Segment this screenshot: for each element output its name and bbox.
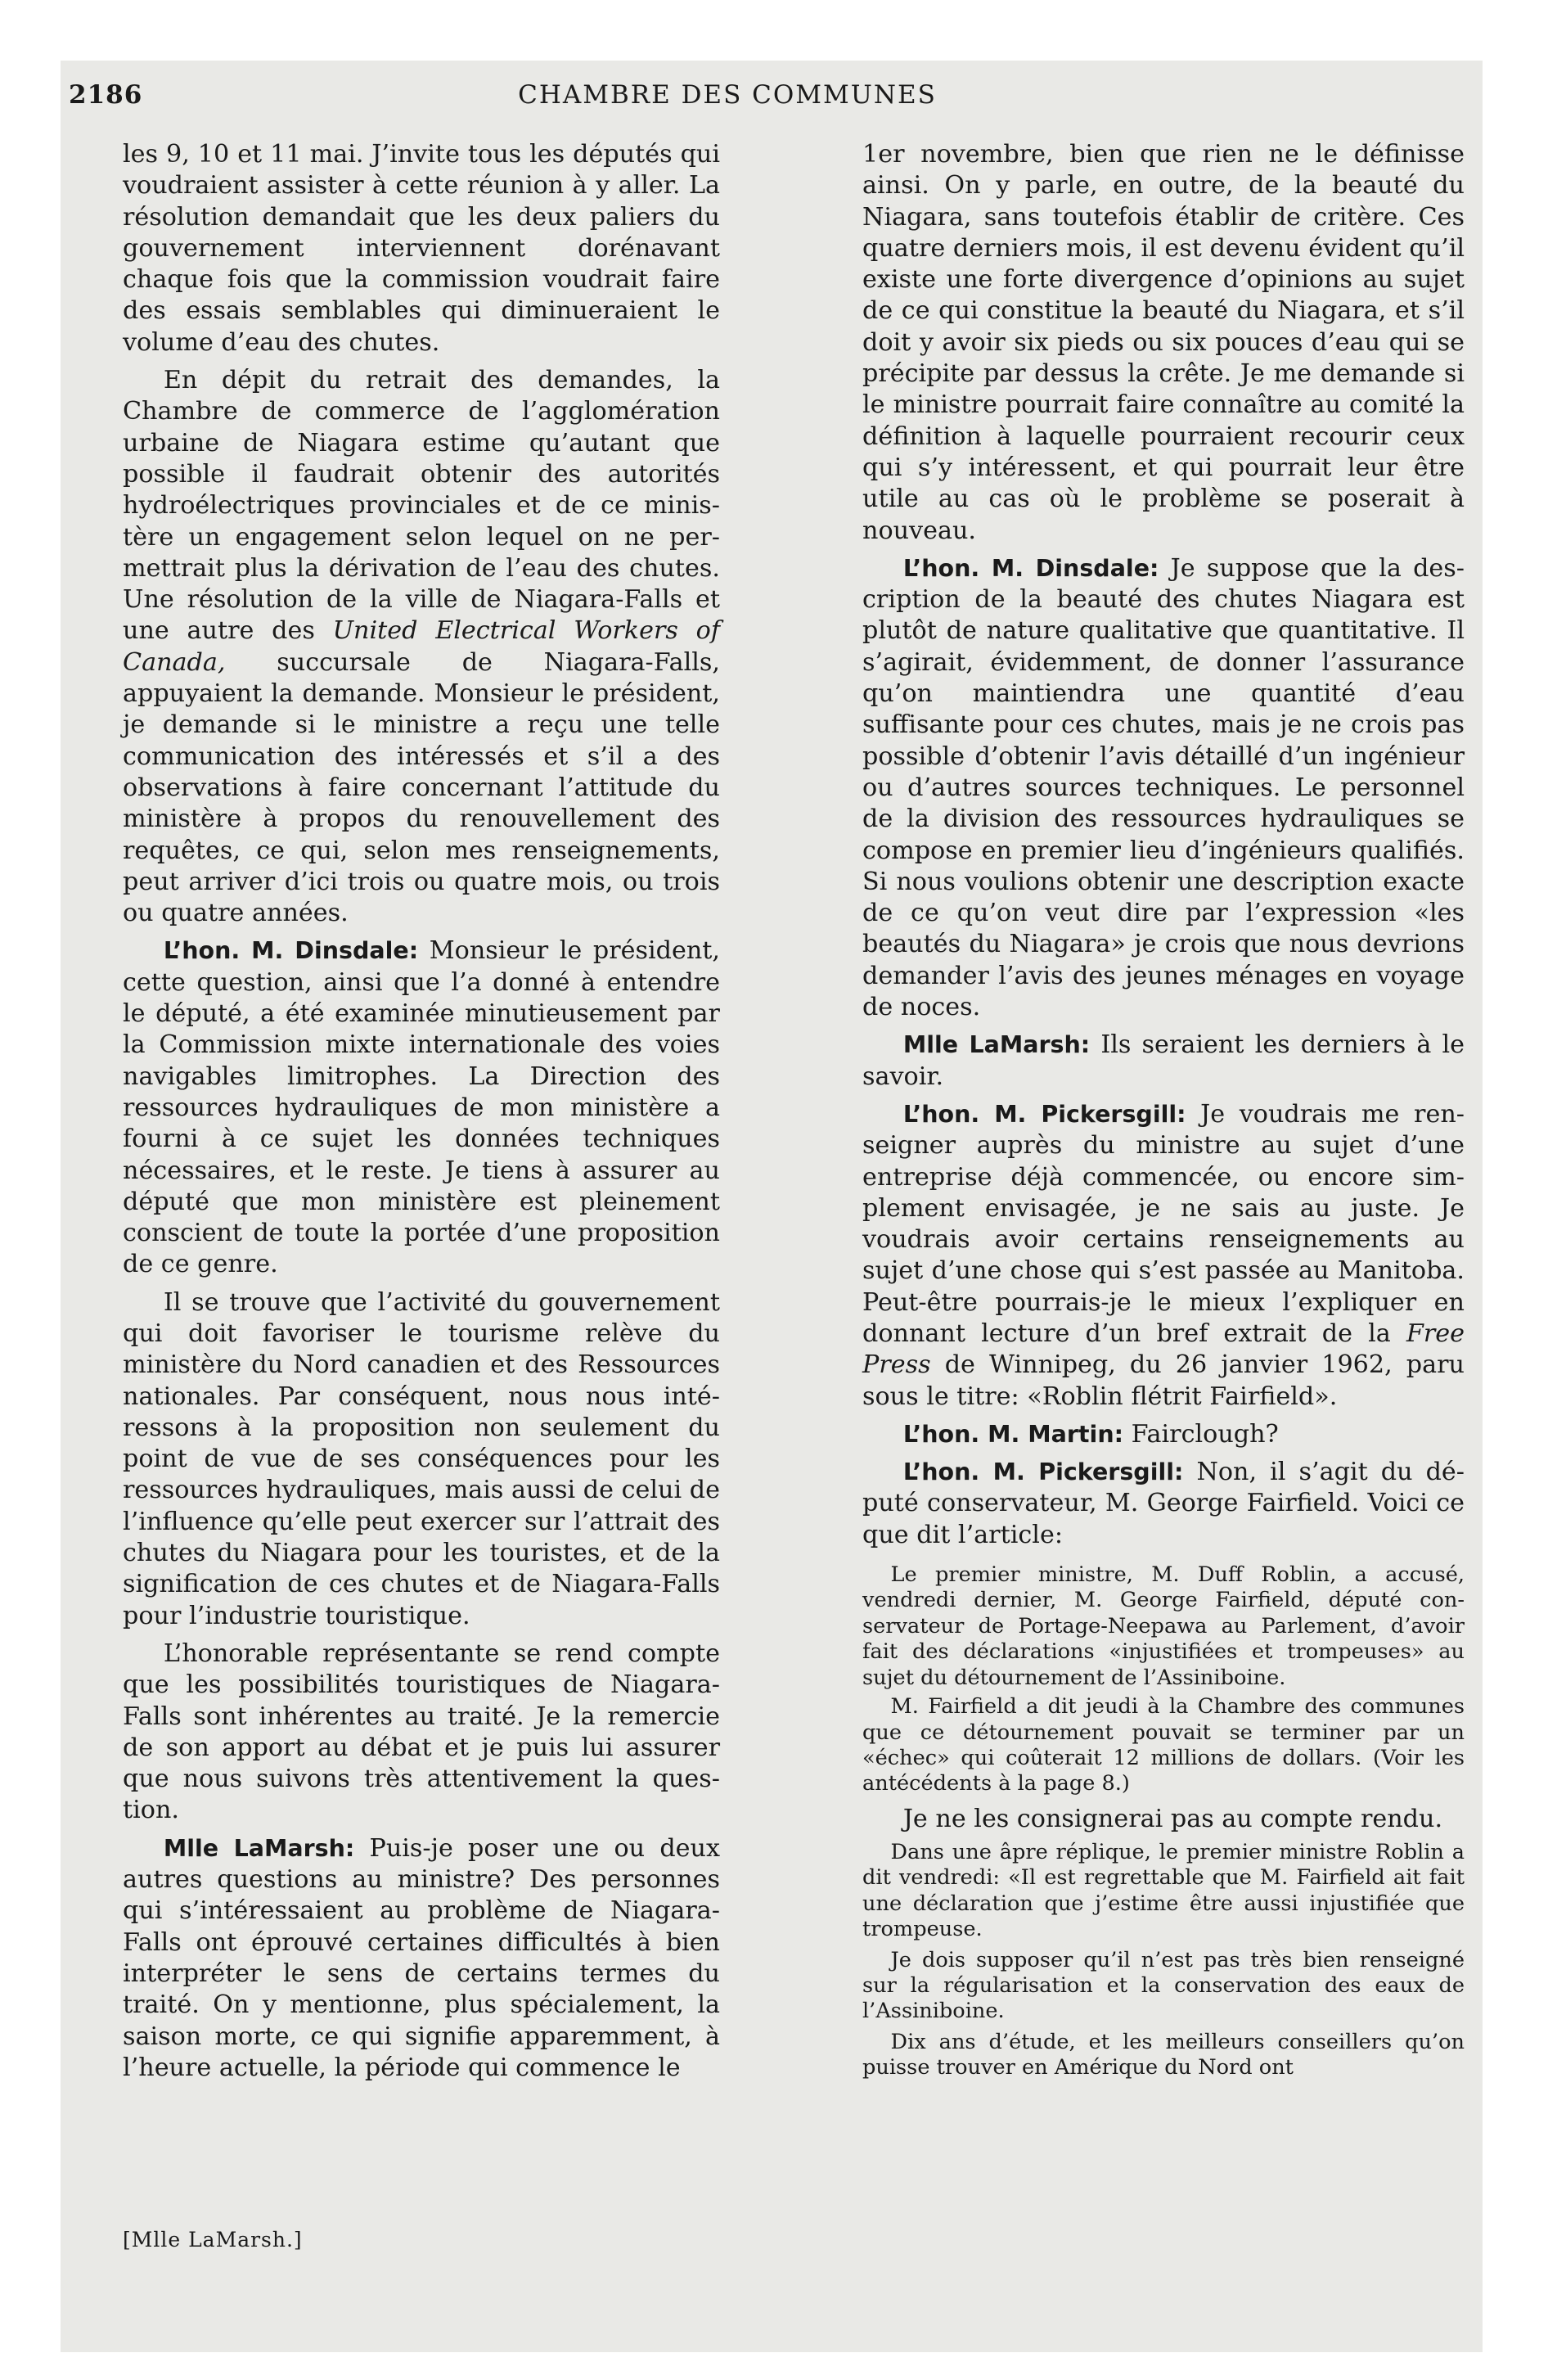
speaker-signature: [Mlle LaMarsh.] (123, 2228, 303, 2252)
speaker-name: Mlle LaMarsh: (902, 1031, 1091, 1059)
text-run: Fairclough? (1123, 1419, 1279, 1449)
paragraph: L’honorable représentante se rend compte que les possibilités touristiques de Niagara-Falls sont inhérentes au traité. Je la remercie de son apport au débat et je puis lui assurer que nous suivons très attentivement la question. (123, 1639, 720, 1825)
paragraph (123, 1833, 720, 2084)
speaker-name: L’hon. M. Dinsdale: (902, 554, 1159, 582)
speaker-name: L’hon. M. Dinsdale: (163, 937, 419, 965)
editorial-note: Je ne les consignerai pas au compte rendu. (902, 1804, 1443, 1833)
text-run: de Winnipeg, du 26 janvier 1962, paru sous le titre: «Roblin flétrit Fairfield». (862, 1350, 1465, 1411)
text-run: En dépit du retrait des demandes, la Chambre de commerce de l’agglomération urbaine de Niagara estime qu’autant que possible il faudrait obtenir des autorités hydroélectriques provinciales et de ce ministère un engagement selon lequel on ne permettrait plus la dérivation de l’eau des chutes. Une résolution de la ville de Niagara-Falls et une autre des (123, 366, 720, 646)
right-column (862, 139, 1465, 2081)
page-header (69, 80, 1386, 121)
speaker-name: L’hon. M. Martin: (902, 1420, 1124, 1448)
italic-title: Free Press (862, 1318, 1465, 1380)
quote-paragraph: Dix ans d’étude, et les meilleurs conseillers qu’on puisse trouver en Amérique du Nord ont (862, 2029, 1465, 2080)
text-run: Je voudrais me renseigner auprès du ministre au sujet d’une entreprise déjà commencée, ou encore simplement envisagée, je ne sais au juste. Je voudrais avoir certains renseignements au sujet d’une chose qui s’est passée au Manitoba. Peut-être pourrais-je le mieux l’expliquer en donnant lecture d’un bref extrait de la (862, 1099, 1465, 1348)
paragraph (862, 1030, 1465, 1093)
paragraph: Il se trouve que l’activité du gouvernement qui doit favoriser le tourisme relève du ministère du Nord canadien et des Ressources nationales. Par conséquent, nous nous intéressons à la proposition non seulement du point de vue de ses conséquences pour les ressources hydrauliques, mais aussi de celui de l’influence qu’elle peut exercer sur l’attrait des chutes du Niagara pour les touristes, et de la signification de ces chutes et de Niagara-Falls pour l’industrie touristique. (123, 1287, 720, 1630)
page-number: 2186 (69, 80, 143, 110)
paragraph (862, 1419, 1465, 1450)
text-run: Monsieur le président, cette question, ainsi que l’a donné à entendre le député, a été examinée minutieusement par la Commission mixte internationale des voies navigables limitrophes. La Direction des ressources hydrauliques de mon ministère a fourni à ce sujet les données techniques nécessaires, et le reste. Je tiens à assurer au député que mon ministère est pleinement conscient de toute la portée d’une proposition de ce genre. (123, 936, 721, 1279)
quoted-article (862, 1562, 1465, 1797)
speaker-name: Mlle LaMarsh: (163, 1834, 355, 1862)
text-run: Je suppose que la description de la beauté des chutes Niagara est plutôt de nature qualitative que quantitative. Il s’agirait, évidemment, de donner l’assurance qu’on maintiendra une quantité d’eau suffisante pour ces chutes, mais je ne crois pas possible d’obtenir l’avis détaillé d’un ingénieur ou d’autres sources techniques. Le personnel de la division des ressources hydrauliques se compose en premier lieu d’ingénieurs qualifiés. Si nous voulions obtenir une description exacte de ce qu’on veut dire par l’expression «les beautés du Niagara» je crois que nous devrions demander l’avis des jeunes ménages en voyage de noces. (862, 553, 1465, 1022)
paragraph (862, 1099, 1465, 1413)
left-column (123, 139, 720, 2084)
quote-paragraph: Dans une âpre réplique, le premier ministre Roblin a dit vendredi: «Il est regrettable que M. Fairfield ait fait une déclaration que j’estime être aussi injustifiée que trompeuse. (862, 1840, 1465, 1942)
paragraph: les 9, 10 et 11 mai. J’invite tous les députés qui voudraient assister à cette réunion à y aller. La résolution demandait que les deux paliers du gouvernement interviennent dorénavant chaque fois que la commission voudrait faire des essais semblables qui diminueraient le volume d’eau des chutes. (123, 140, 720, 357)
text-run: Non, il s’agit du député conservateur, M. George Fairfield. Voici ce que dit l’article: (862, 1458, 1465, 1549)
quote-paragraph: Le premier ministre, M. Duff Roblin, a accusé, vendredi dernier, M. George Fairfield, député conservateur de Portage-Neepawa au Parlement, d’avoir fait des déclarations «injustifiées et trompeuses» au sujet du détournement de l’Assiniboine. (862, 1562, 1465, 1690)
speaker-name: L’hon. M. Pickersgill: (902, 1100, 1186, 1128)
paragraph (123, 935, 720, 1280)
quote-paragraph: M. Fairfield a dit jeudi à la Chambre des communes que ce détournement pouvait se terminer par un «échec» qui coûterait 12 millions de dollars. (Voir les antécédents à la page 8.) (862, 1694, 1465, 1796)
text-run: Puis-je poser une ou deux autres questions au ministre? Des personnes qui s’intéressaient au problème de Niagara-Falls ont éprouvé certaines difficultés à bien interpréter le sens de certains termes du traité. On y mentionne, plus spécialement, la saison morte, ce qui signifie apparemment, à l’heure actuelle, la période qui commence le (123, 1833, 720, 2082)
text-run: succursale de Niagara-Falls, appuyaient la demande. Monsieur le président, je demande si le ministre a reçu une telle communication des intéressés et s’il a des observations à faire concernant l’attitude du ministère à propos du renouvellement des requêtes, ce qui, selon mes renseignements, peut arriver d’ici trois ou quatre mois, ou trois ou quatre années. (123, 647, 720, 928)
quote-paragraph: Je dois supposer qu’il n’est pas très bien renseigné sur la régularisation et la conservation des eaux de l’Assiniboine. (862, 1947, 1465, 2024)
italic-name: United Electrical Workers of Canada, (123, 616, 720, 677)
paragraph (123, 365, 720, 929)
speaker-name: L’hon. M. Pickersgill: (902, 1458, 1184, 1486)
text-run: Ils seraient les derniers à le savoir. (862, 1030, 1465, 1091)
paragraph: 1er novembre, bien que rien ne le définisse ainsi. On y parle, en outre, de la beauté du Niagara, sans toutefois établir de critère. Ces quatre derniers mois, il est devenu évident qu’il existe une forte divergence d’opinions au sujet de ce qui constitue la beauté du Niagara, et s’il doit y avoir six pieds ou six pouces d’eau qui se précipite par dessus la crête. Je me demande si le ministre pourrait faire connaître au comité la définition à laquelle pourraient recourir ceux qui s’y intéressent, et qui pourrait leur être utile au cas où le problème se poserait à nouveau. (862, 140, 1465, 545)
running-title: CHAMBRE DES COMMUNES (518, 80, 937, 110)
paragraph (862, 1457, 1465, 1551)
paragraph (862, 553, 1465, 1023)
